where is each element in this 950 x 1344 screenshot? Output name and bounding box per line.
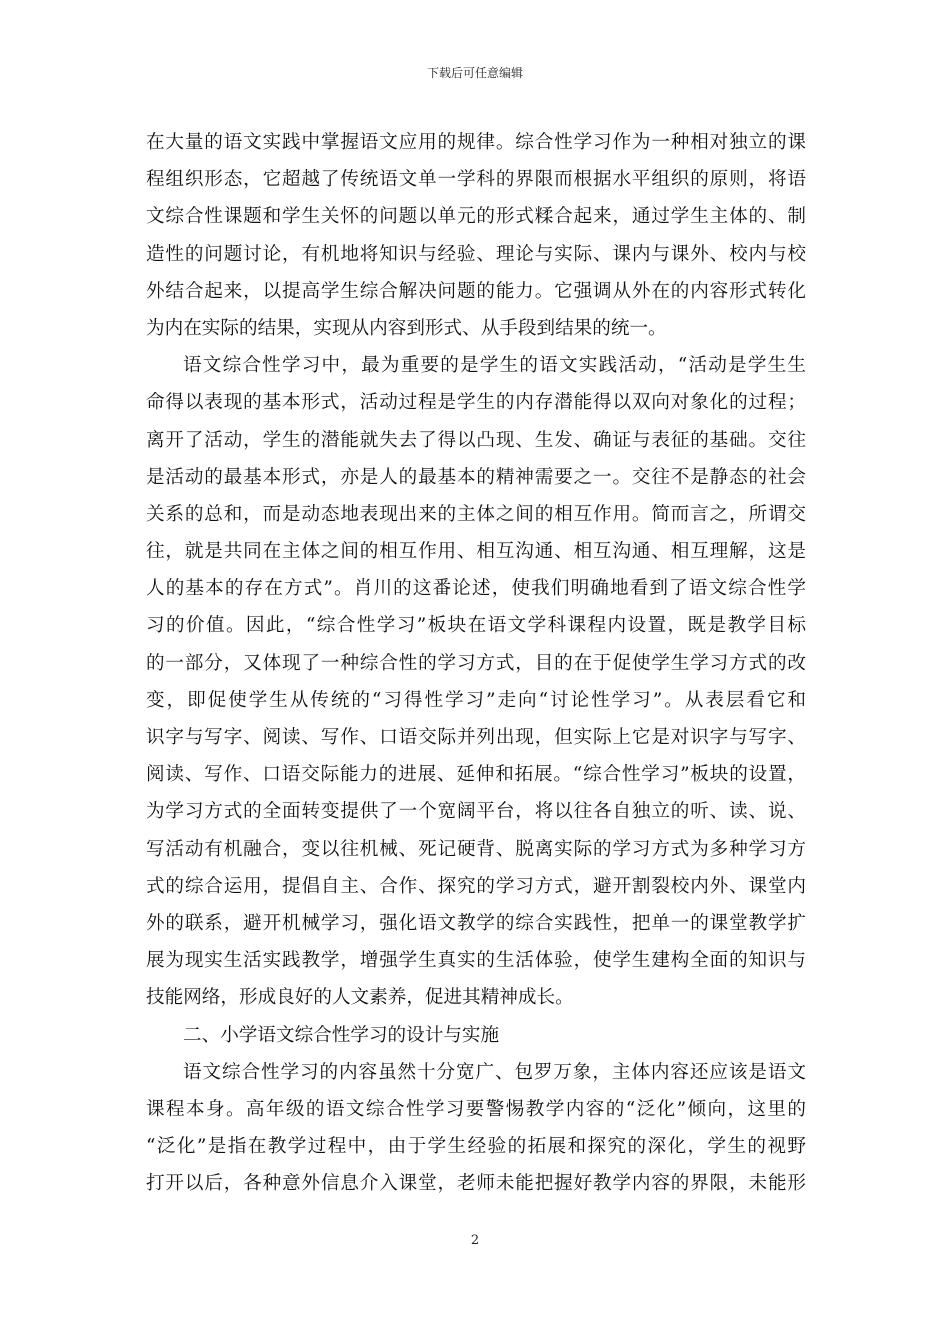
paragraph [146,124,806,347]
page-number: 2 [470,1233,480,1248]
text-line: 造性的问题讨论，有机地将知识与经验、理论与实际、课内与课外、校内与校 [146,243,806,265]
text-line: 展为现实生活实践教学，增强学生真实的生活体验，使学生建构全面的知识与 [146,950,806,972]
text-line: 语文综合性学习的内容虽然十分宽广、包罗万象，主体内容还应该是语文 [183,1061,806,1083]
text-line: 人的基本的存在方式”。肖川的这番论述，使我们明确地看到了语文综合性学 [146,578,806,600]
text-line: 外的联系，避开机械学习，强化语文教学的综合实践性，把单一的课堂教学扩 [146,912,806,934]
paragraph [146,1054,806,1203]
text-line: 外结合起来，以提高学生综合解决问题的能力。它强调从外在的内容形式转化 [146,280,806,302]
text-line: 的一部分，又体现了一种综合性的学习方式，目的在于促使学生学习方式的改 [146,652,806,674]
paragraph [146,347,806,1016]
text-line: 阅读、写作、口语交际能力的进展、延伸和拓展。“综合性学习”板块的设置， [146,764,806,786]
text-line: 为内在实际的结果，实现从内容到形式、从手段到结果的统一。 [146,317,667,339]
text-line: 语文综合性学习中，最为重要的是学生的语文实践活动，“活动是学生生 [183,355,806,377]
text-line: 文综合性课题和学生关怀的问题以单元的形式糅合起来，通过学生主体的、制 [146,206,806,228]
text-line: 打开以后，各种意外信息介入课堂，老师未能把握好教学内容的界限，未能形 [146,1173,806,1195]
text-line: 技能网络，形成良好的人文素养，促进其精神成长。 [146,987,574,1009]
text-line: 写活动有机融合，变以往机械、死记硬背、脱离实际的学习方式为多种学习方 [146,838,806,860]
text-line: 是活动的最基本形式，亦是人的最基本的精神需要之一。交往不是静态的社会 [146,466,806,488]
page-header: 下载后可任意编辑 [426,66,523,80]
text-line: 程组织形态，它超越了传统语文单一学科的界限而根据水平组织的原则，将语 [146,169,806,191]
text-line: 课程本身。高年级的语文综合性学习要警惕教学内容的“泛化”倾向，这里的 [146,1098,806,1120]
text-line: 二、小学语文综合性学习的设计与实施 [183,1024,500,1046]
text-line: 识字与写字、阅读、写作、口语交际并列出现，但实际上它是对识字与写字、 [146,727,806,748]
paragraph [146,1017,806,1054]
text-line: “泛化”是指在教学过程中，由于学生经验的拓展和探究的深化，学生的视野 [146,1136,806,1158]
text-line: 变，即促使学生从传统的“习得性学习”走向“讨论性学习”。从表层看它和 [146,689,806,711]
text-line: 为学习方式的全面转变提供了一个宽阔平台，将以往各自独立的听、读、说、 [146,801,806,823]
text-line: 离开了活动，学生的潜能就失去了得以凸现、生发、确证与表征的基础。交往 [146,429,806,451]
text-line: 在大量的语文实践中掌握语文应用的规律。综合性学习作为一种相对独立的课 [146,132,806,153]
text-line: 命得以表现的基本形式，活动过程是学生的内存潜能得以双向对象化的过程； [146,392,806,414]
text-line: 往，就是共同在主体之间的相互作用、相互沟通、相互沟通、相互理解，这是 [146,541,806,563]
document-body [146,124,806,1202]
text-line: 式的综合运用，提倡自主、合作、探究的学习方式，避开割裂校内外、课堂内 [146,875,806,897]
text-line: 习的价值。因此，“综合性学习”板块在语文学科课程内设置，既是教学目标 [146,615,806,637]
text-line: 关系的总和，而是动态地表现出来的主体之间的相互作用。简而言之，所谓交 [146,503,806,525]
